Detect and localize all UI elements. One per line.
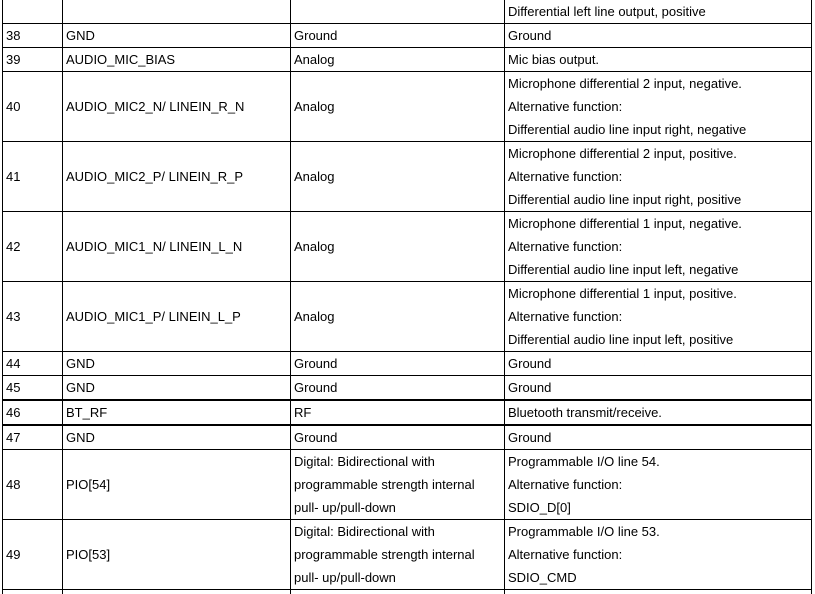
pin-name-cell — [63, 0, 291, 24]
pin-number-cell: 43 — [3, 282, 63, 352]
pin-description-line: Alternative function: — [508, 239, 623, 254]
pin-name-cell: AUDIO_MIC2_P/ LINEIN_R_P — [63, 142, 291, 212]
pin-name-cell: AUDIO_MIC1_P/ LINEIN_L_P — [63, 282, 291, 352]
pin-name-cell — [63, 590, 291, 594]
pin-number-cell: 44 — [3, 352, 63, 376]
pin-description-cell — [505, 0, 812, 24]
pin-type-line: Analog — [294, 239, 335, 254]
pin-type-cell — [291, 48, 505, 72]
pin-description-line: Microphone differential 2 input, negative. — [508, 76, 742, 91]
pin-number-cell: 42 — [3, 212, 63, 282]
pin-name-cell: AUDIO_MIC_BIAS — [63, 48, 291, 72]
pin-type-line: RF — [294, 405, 312, 420]
table-row — [3, 0, 812, 24]
table-row — [3, 142, 812, 212]
pin-type-cell — [291, 0, 505, 24]
pin-type-line: Digital: Bidirectional with — [294, 524, 435, 539]
pin-description-line: SDIO_D[0] — [508, 500, 571, 515]
pin-description-line: Differential audio line input left, positive — [508, 332, 734, 347]
pin-description-line: Microphone differential 2 input, positive. — [508, 146, 737, 161]
table-row — [3, 72, 812, 142]
pin-description-cell — [505, 72, 812, 142]
pin-number-cell: 48 — [3, 450, 63, 520]
pin-description-cell — [505, 142, 812, 212]
pin-type-cell — [291, 590, 505, 594]
pin-type-cell — [291, 282, 505, 352]
pin-description-line: Differential audio line input left, negative — [508, 262, 739, 277]
pin-type-cell — [291, 520, 505, 590]
pin-number-cell: 40 — [3, 72, 63, 142]
pin-type-cell — [291, 142, 505, 212]
pin-name-cell: GND — [63, 425, 291, 450]
table-row — [3, 520, 812, 590]
pin-number-cell — [3, 590, 63, 594]
pin-description-line: Alternative function: — [508, 309, 623, 324]
pin-description-cell — [505, 425, 812, 450]
pin-description-line: Differential left line output, positive — [508, 4, 706, 19]
pin-name-cell: PIO[54] — [63, 450, 291, 520]
pin-name-cell: PIO[53] — [63, 520, 291, 590]
pin-number-cell: 49 — [3, 520, 63, 590]
pin-type-cell — [291, 24, 505, 48]
table-row — [3, 24, 812, 48]
pin-type-line: Analog — [294, 309, 335, 324]
pin-type-cell — [291, 352, 505, 376]
pin-type-line: Ground — [294, 430, 338, 445]
pin-description-line: Bluetooth transmit/receive. — [508, 405, 662, 420]
pin-type-line: Analog — [294, 99, 335, 114]
pin-description-cell — [505, 24, 812, 48]
pin-name-cell: GND — [63, 24, 291, 48]
pin-type-line: pull- up/pull-down — [294, 570, 396, 585]
pin-type-line: programmable strength internal — [294, 547, 475, 562]
pin-table-body — [3, 0, 812, 594]
pin-number-cell: 39 — [3, 48, 63, 72]
pin-description-cell — [505, 282, 812, 352]
pin-type-line: programmable strength internal — [294, 477, 475, 492]
pin-description-cell — [505, 520, 812, 590]
pin-description-line: SDIO_CMD — [508, 570, 577, 585]
table-row — [3, 400, 812, 425]
pin-description-line: Alternative function: — [508, 477, 623, 492]
table-row — [3, 212, 812, 282]
pin-name-cell: GND — [63, 376, 291, 401]
pin-type-cell — [291, 400, 505, 425]
pin-type-line: pull- up/pull-down — [294, 500, 396, 515]
table-row — [3, 352, 812, 376]
pin-name-cell: AUDIO_MIC2_N/ LINEIN_R_N — [63, 72, 291, 142]
pin-description-cell — [505, 48, 812, 72]
pin-number-cell: 38 — [3, 24, 63, 48]
pin-description-line: Ground — [508, 28, 552, 43]
pin-type-cell — [291, 212, 505, 282]
pin-description-line: Microphone differential 1 input, negative. — [508, 216, 742, 231]
pin-description-line: Alternative function: — [508, 547, 623, 562]
pin-description-line: Microphone differential 1 input, positive. — [508, 286, 737, 301]
pin-type-line: Digital: Bidirectional with — [294, 454, 435, 469]
pin-name-cell: GND — [63, 352, 291, 376]
table-row — [3, 48, 812, 72]
pin-description-cell — [505, 400, 812, 425]
pin-description-line: Alternative function: — [508, 169, 623, 184]
pin-number-cell: 46 — [3, 400, 63, 425]
pin-name-cell: AUDIO_MIC1_N/ LINEIN_L_N — [63, 212, 291, 282]
pin-description-line: Differential audio line input right, positive — [508, 192, 742, 207]
pin-description-line: Ground — [508, 356, 552, 371]
pin-type-cell — [291, 450, 505, 520]
table-row — [3, 450, 812, 520]
pin-number-cell: 47 — [3, 425, 63, 450]
pin-number-cell: 45 — [3, 376, 63, 401]
pin-name-cell: BT_RF — [63, 400, 291, 425]
pin-description-cell — [505, 376, 812, 401]
pin-description-line: Programmable I/O line 54. — [508, 454, 660, 469]
pin-description-line: Programmable I/O line 53. — [508, 524, 660, 539]
pin-table — [2, 0, 812, 594]
table-row — [3, 590, 812, 594]
pin-type-line: Ground — [294, 356, 338, 371]
table-row — [3, 376, 812, 401]
pin-description-cell — [505, 352, 812, 376]
pin-number-cell — [3, 0, 63, 24]
table-row — [3, 425, 812, 450]
pin-type-cell — [291, 376, 505, 401]
pin-description-line: Ground — [508, 380, 552, 395]
pin-description-line: Mic bias output. — [508, 52, 600, 67]
pin-type-cell — [291, 72, 505, 142]
pin-description-cell — [505, 450, 812, 520]
pin-description-line: Ground — [508, 430, 552, 445]
pin-description-line: Alternative function: — [508, 99, 623, 114]
pin-description-line: Differential audio line input right, negative — [508, 122, 747, 137]
pin-number-cell: 41 — [3, 142, 63, 212]
pin-type-line: Ground — [294, 28, 338, 43]
table-row — [3, 282, 812, 352]
pin-type-cell — [291, 425, 505, 450]
pin-description-cell — [505, 212, 812, 282]
pin-type-line: Analog — [294, 169, 335, 184]
pin-description-cell — [505, 590, 812, 594]
pin-type-line: Ground — [294, 380, 338, 395]
pin-type-line: Analog — [294, 52, 335, 67]
